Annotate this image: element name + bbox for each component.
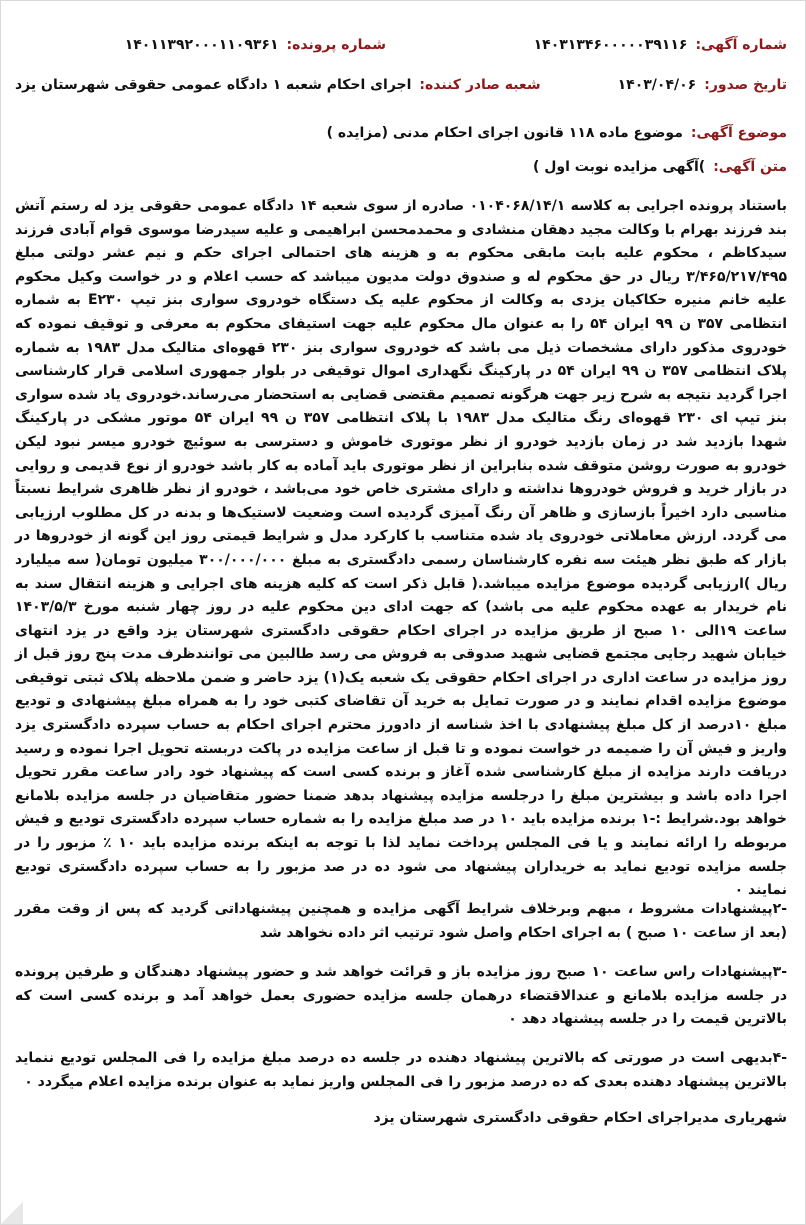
case-number-value: ۱۴۰۱۱۳۹۲۰۰۰۱۱۰۹۳۶۱	[124, 37, 279, 53]
subject-label: موضوع آگهی:	[690, 125, 787, 141]
ad-number-group	[416, 37, 787, 53]
text-title: )آگهی مزایده نوبت اول )	[533, 159, 706, 175]
header-row-1	[15, 31, 787, 59]
header-row-2	[15, 71, 787, 99]
clause-3-text: -۳پیشنهادات راس ساعت ۱۰ صبح روز مزایده باز و قرائت خواهد شد و حضور پیشنهاد دهندگان و طرفین پرونده در جلسه مزایده بلامانع و عندالاقتضاء درهمان جلسه مزایده حضوری بعمل خواهد آمد و برنده کسی است که بالاترین قیمت را در جلسه پیشنهاد دهد ۰	[15, 964, 787, 1027]
issuer-label: شعبه صادر کننده:	[419, 77, 541, 93]
ad-number-label: شماره آگهی:	[695, 37, 787, 53]
clause-4-text: -۴بدیهی است در صورتی که بالاترین پیشنهاد دهنده در جلسه ده درصد مبلغ مزایده را فی المجلس تودیع ننماید بالاترین پیشنهاد دهنده بعدی که ده درصد مزبور را فی المجلس واریز نماید به عنوان برنده مزایده اعلام میگردد ۰	[15, 1050, 787, 1090]
main-body	[15, 195, 787, 903]
clause-2-text: -۲پیشنهادات مشروط ، مبهم وبرخلاف شرایط آگهی مزایده و همچنین پیشنهاداتی گردید که پس از وقت مقرر (بعد از ساعت ۱۰ صبح ) به اجرای احکام واصل شود ترتیب اثر داده نخواهد شد	[15, 901, 787, 941]
clause-4	[15, 1047, 787, 1094]
main-paragraph: باستناد پرونده اجرایی به کلاسه ۰۱۰۴۰۶۸/۱۴/۱ صادره از سوی شعبه ۱۴ دادگاه عمومی حقوقی یزد له رستم آتش بند فرزند بهرام با وکالت مجید دهقان منشادی و محمدمحسن ابراهیمی و علیه سیدرضا موسوی قوام آبادی فرزند سیدکاظم ، محکوم علیه بابت مابقی محکوم به و هزینه های احتمالی اجرای حکم و نیم عشر دولتی مبلغ ۳/۴۶۵/۲۱۷/۴۹۵ ریال در حق محکوم له و صندوق دولت مدیون میباشد که حسب اعلام و در خواست وکیل محکوم علیه خانم منیره حکاکیان یزدی به وکالت از محکوم علیه یک دستگاه خودروی سواری بنز تیپ E۲۳۰ به شماره انتظامی ۳۵۷ ن ۹۹ ایران ۵۴ را به عنوان مال محکوم علیه جهت استیفای محکوم به معرفی و توقیف نموده که خودروی مذکور دارای مشخصات ذیل می باشد که خودروی سواری بنز ۲۳۰ قهوه‌ای متالیک مدل ۱۹۸۳ به شماره پلاک انتظامی ۳۵۷ ن ۹۹ ایران ۵۴ در پارکینگ نگهداری اموال توقیفی در بلوار جمهوری اسلامی قرار کارشناسی اجرا گردید نتیجه به شرح زیر جهت هرگونه تصمیم مقتضی قضایی به استحضار می‌رساند.خودروی یاد شده سواری بنز تیپ ای ۲۳۰ قهوه‌ای رنگ متالیک مدل ۱۹۸۳ با پلاک انتظامی ۳۵۷ ن ۹۹ ایران ۵۴ موتور مشکی در پارکینگ شهدا بازدید شد در زمان بازدید خودرو از نظر موتوری خاموش و دسترسی به سوئیچ خودرو میسر نبود لیکن خودرو به صورت روشن متوقف شده بنابراین از نظر موتوری باید آماده به کار باشد خودرو از نوع قدیمی و روایی در بازار خرید و فروش خودروها نداشته و دارای مشتری خاص خود می‌باشد ، خودرو از نظر ظاهری شرایط نسبتاً مناسبی دارد اخیراً بازسازی و ظاهر آن رنگ آمیزی گردیده است وضعیت لاستیک‌ها و بدنه در کل مطلوب ارزیابی می گردد. ارزش معاملاتی خودروی یاد شده متناسب با کارکرد مدل و شرایط قیمتی روز این گونه از خودروها در بازار که طبق نظر هیئت سه نفره کارشناسان رسمی دادگستری به مبلغ ۳۰۰/۰۰۰/۰۰۰ میلیون تومان( سه میلیارد ریال )ارزیابی گردیده موضوع مزایده میباشد.( قابل ذکر است که کلیه هزینه های اجرایی و هزینه انتقال سند به نام خریدار به عهده محکوم علیه می باشد) که جهت ادای دین محکوم علیه در روز چهار شنبه مورخ ۱۴۰۳/۵/۳ ساعت ۱۹الی ۱۰ صبح از طریق مزایده در اجرای احکام حقوقی دادگستری شهرستان یزد واقع در یزد انتهای خیابان شهید رجایی مجتمع قضایی شهید صدوقی به فروش می رسد طالبین می توانندظرف مدت پنج روز قبل از روز مزایده در ساعت اداری در اجرای احکام حقوقی یک شعبه یک(۱) یزد حاضر و ضمن ملاحظه پلاک ثبتی توقیفی موضوع مزایده اقدام نمایند و در صورت تمایل به خرید آن تقاضای کتبی خود را به همراه مبلغ پیشنهادی و تودیع مبلغ ۱۰درصد از کل مبلغ پیشنهادی با اخذ شناسه از دادورز محترم اجرای احکام به حساب سپرده دادگستری یزد واریز و فیش آن را ضمیمه در خواست نموده و تا قبل از ساعت مزایده در پاکت دربسته تحویل اجرا نموده و رسید دریافت دارند مزایده از مبلغ کارشناسی شده آغاز و برنده کسی است که پیشنهاد خود رادر ساعت مقرر تحویل اجرا داده باشد و بیشترین مبلغ را درجلسه مزایده پیشنهاد بدهد ضمنا حضور متقاضیان در جلسه مزایده بلامانع خواهد بود.شرایط :-۱ برنده مزایده باید ۱۰ در صد مبلغ مزایده را به شماره حساب سپرده دادگستری تودیع و فیش مربوطه را ارائه نمایند و یا فی المجلس پرداخت نماید لذا با توجه به اینکه برنده مزایده باید ۱۰ ٪ مزبور را در جلسه مزایده تودیع نماید به خریداران پیشنهاد می شود ده در صد مزبور را به حساب سپرده دادگستری تودیع نمایند ۰	[15, 198, 788, 899]
subject-value: موضوع ماده ۱۱۸ قانون اجرای احکام مدنی (مزایده )	[326, 125, 683, 141]
case-number-group	[15, 37, 416, 53]
clause-2	[15, 898, 787, 945]
issuer-group	[15, 77, 571, 93]
issue-date-label: تاریخ صدور:	[704, 77, 787, 93]
case-number-label: شماره پرونده:	[286, 37, 386, 53]
clause-3	[15, 961, 787, 1032]
signature-text: شهریاری مدیراجرای احکام حقوقی دادگستری شهرستان یزد	[373, 1110, 787, 1126]
issue-date-group	[571, 77, 787, 93]
text-label: متن آگهی:	[713, 159, 787, 175]
page-corner-fold	[1, 1202, 23, 1224]
text-title-row	[15, 153, 787, 181]
signature-block	[15, 1107, 787, 1131]
ad-number-value: ۱۴۰۳۱۳۴۶۰۰۰۰۰۳۹۱۱۶	[533, 37, 688, 53]
issuer-value: اجرای احکام شعبه ۱ دادگاه عمومی حقوقی شهرستان یزد	[15, 77, 412, 93]
issue-date-value: ۱۴۰۳/۰۴/۰۶	[617, 77, 697, 93]
subject-row	[15, 119, 787, 147]
